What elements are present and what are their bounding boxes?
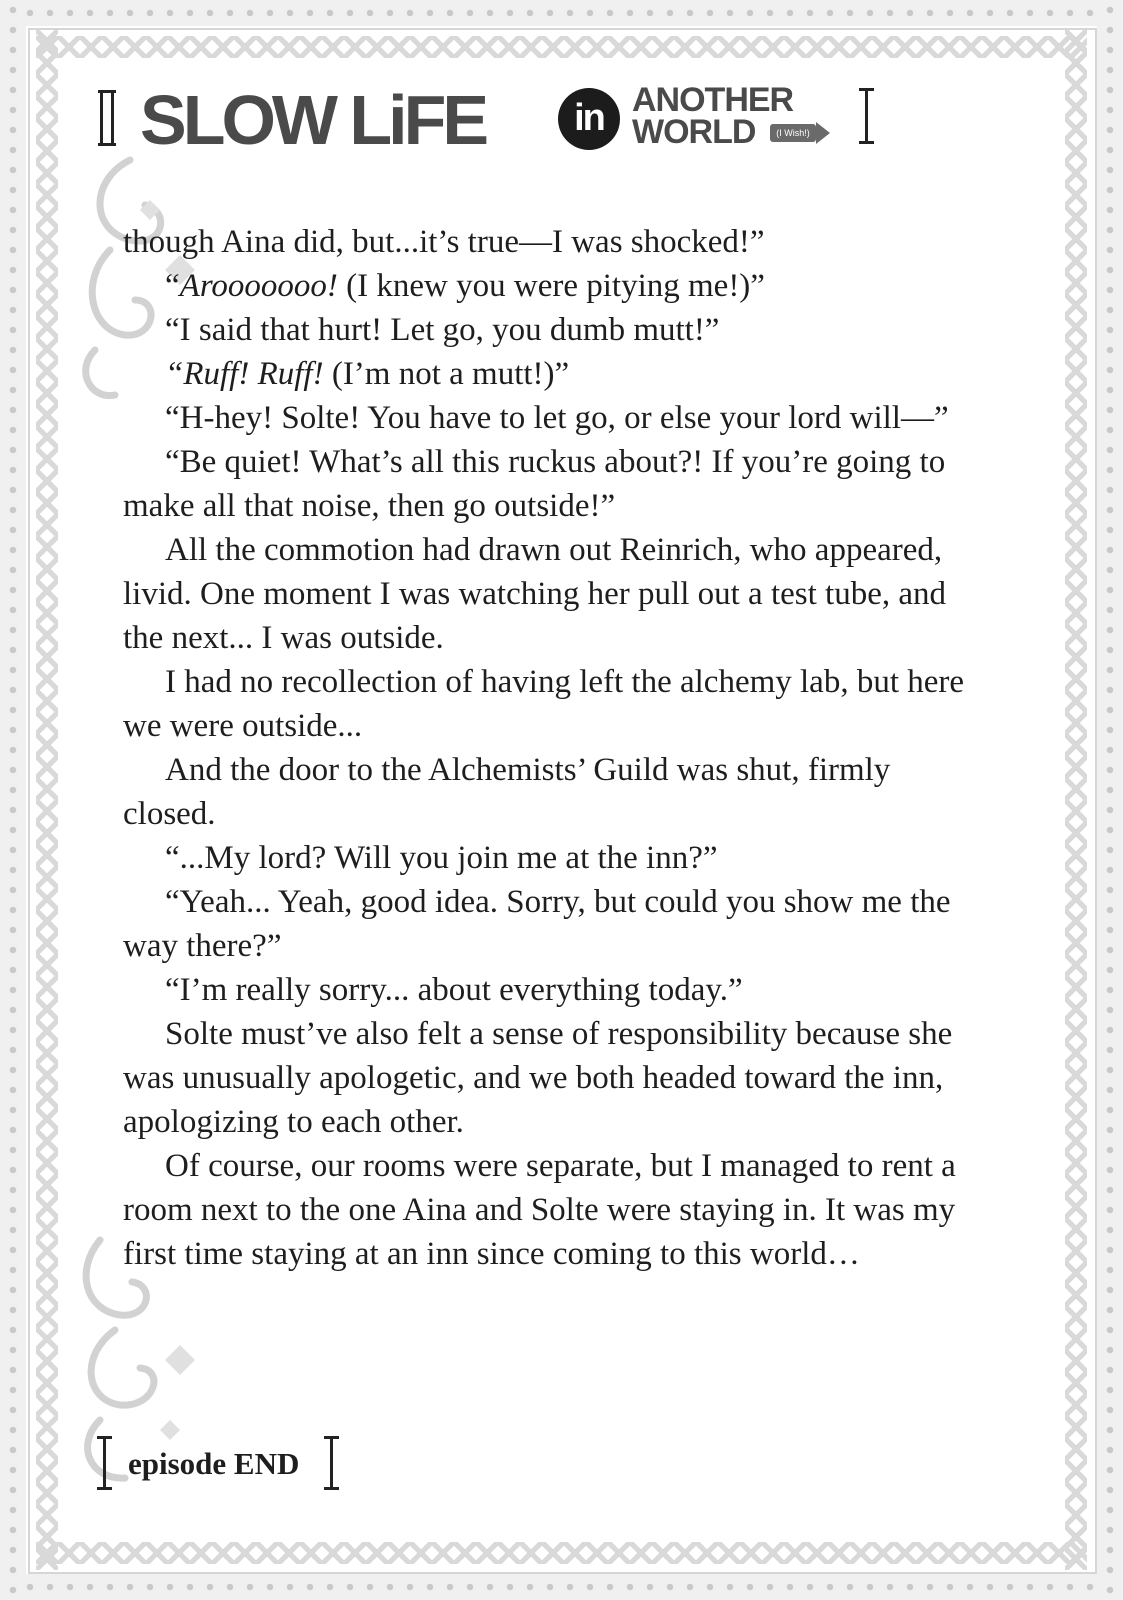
bracket-icon-right	[865, 88, 868, 144]
paragraph: “Arooooooo! (I knew you were pitying me!)”	[165, 268, 765, 304]
logo-word-another: ANOTHER	[632, 81, 794, 119]
paragraph: “I said that hurt! Let go, you dumb mutt!”	[165, 312, 720, 348]
paragraph: though Aina did, but...it’s true—I was shocked!”	[123, 224, 765, 260]
logo-title-main: SLOW LiFE	[140, 81, 486, 159]
diamond-pattern-top	[36, 36, 1087, 58]
paragraph: “I’m really sorry... about everything today.”	[165, 972, 743, 1008]
page-text	[123, 220, 968, 1276]
logo-in-badge: in	[558, 88, 620, 150]
page-border-top	[0, 0, 1123, 26]
logo-iwish-tag: (I Wish!)	[770, 124, 816, 142]
logo-word-world: WORLD	[632, 113, 756, 151]
paragraph: “Ruff! Ruff! (I’m not a mutt!)”	[165, 356, 570, 392]
bracket-icon-left	[103, 1436, 106, 1490]
paragraph: “H-hey! Solte! You have to let go, or else your lord will—”	[165, 400, 949, 436]
paragraph: Of course, our rooms were separate, but I managed to rent a room next to the one Aina and Solte were staying in. It was my first time staying at an inn since coming to this world…	[123, 1148, 956, 1272]
paragraph: “Be quiet! What’s all this ruckus about?! If you’re going to make all that noise, then go outside!”	[123, 444, 946, 524]
diamond-pattern-right	[1065, 30, 1087, 1570]
arrow-icon	[816, 122, 830, 144]
page-border-right	[1097, 0, 1123, 1600]
bracket-icon-left	[100, 90, 114, 146]
paragraph: And the door to the Alchemists’ Guild was shut, firmly closed.	[123, 752, 891, 832]
paragraph: All the commotion had drawn out Reinrich, who appeared, livid. One moment I was watching her pull out a test tube, and the next... I was outside.	[123, 532, 946, 656]
series-header	[100, 82, 900, 162]
diamond-pattern-left	[36, 30, 58, 1570]
bracket-icon-right	[330, 1436, 333, 1490]
diamond-pattern-bottom	[36, 1542, 1087, 1564]
paragraph: I had no recollection of having left the alchemy lab, but here we were outside...	[123, 664, 965, 744]
paragraph: “...My lord? Will you join me at the inn?”	[165, 840, 718, 876]
paragraph: Solte must’ve also felt a sense of responsibility because she was unusually apologetic, and we both headed toward the inn, apologizing to each other.	[123, 1016, 953, 1140]
episode-end-footer	[100, 1436, 350, 1490]
page-border-bottom	[0, 1574, 1123, 1600]
paragraph: “Yeah... Yeah, good idea. Sorry, but could you show me the way there?”	[123, 884, 951, 964]
page-border-left	[0, 0, 26, 1600]
episode-end-label: episode END	[128, 1446, 300, 1481]
